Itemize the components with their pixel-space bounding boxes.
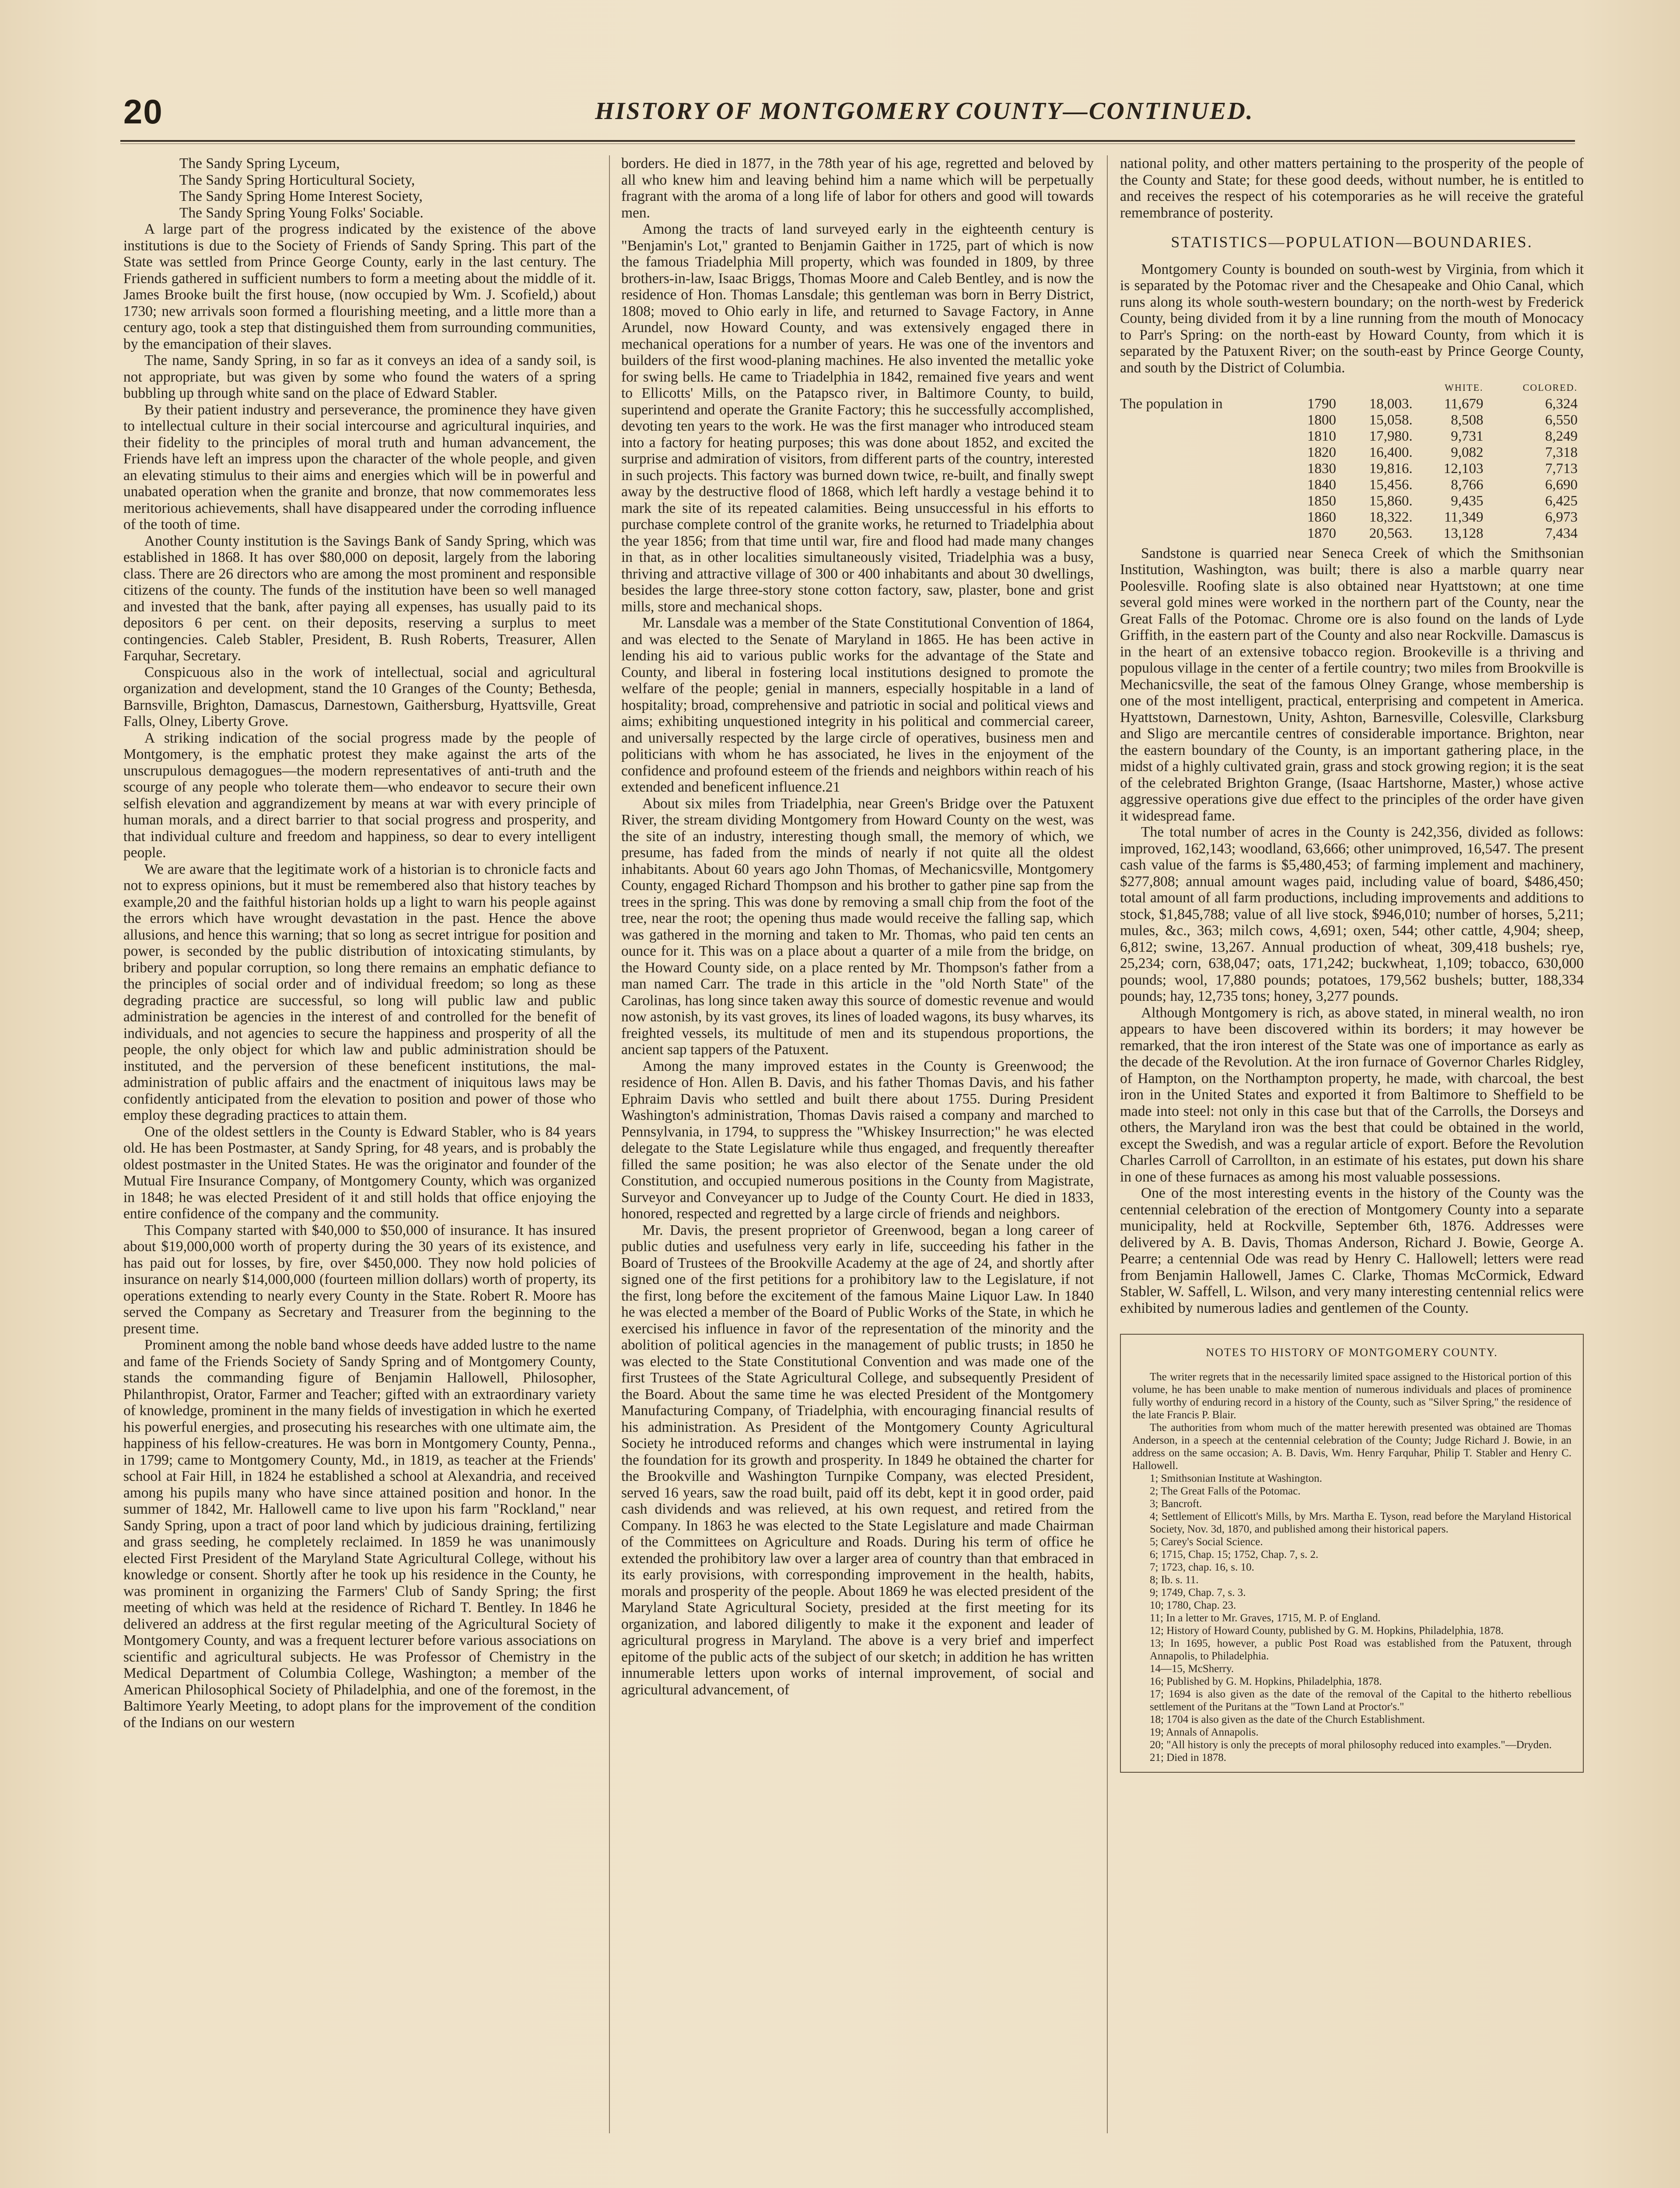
population-colored: 7,713 (1545, 460, 1578, 477)
note-item: 21; Died in 1878. (1150, 1751, 1226, 1764)
population-row (1120, 445, 1584, 461)
population-row (1120, 396, 1584, 412)
population-table (1120, 379, 1584, 542)
paragraph: Although Montgomery is rich, as above stated, in mineral wealth, no iron appears to have been discovered within its borders; it may however be remarked, that the iron interest of the State was one of importance as early as the decade of the Revolution. At the iron furnace of Governor Charles Ridgley, of Hampton, on the Northampton property, he made, with charcoal, the best iron in the United States and exported it from Baltimore to Sheffield to be made into steel: not only in this case but that of the Carrolls, the Dorseys and others, the Maryland iron was the best that could be obtained in the world, except the Swedish, and was a regular article of export. Before the Revolution Charles Carroll of Carrollton, in an estimate of his estates, put down his share in one of these furnaces as among his most valuable possessions. (1120, 1004, 1584, 1185)
population-colored: 7,434 (1545, 525, 1578, 541)
population-label (1120, 493, 1288, 509)
note-item: 2; The Great Falls of the Potomac. (1150, 1485, 1301, 1497)
note-item: 6; 1715, Chap. 15; 1752, Chap. 7, s. 2. (1150, 1548, 1319, 1560)
note-item: 1; Smithsonian Institute at Washington. (1150, 1472, 1323, 1484)
header-rule (120, 140, 1575, 142)
paragraph-continued: borders. He died in 1877, in the 78th year of his age, regretted and beloved by all who knew him and leaving behind him a name which will be perpetually fragrant with the aroma of a long life of labor for others and good will towards men. (621, 155, 1094, 221)
note-item: 10; 1780, Chap. 23. (1150, 1599, 1236, 1611)
population-total: 19,816. (1369, 460, 1413, 477)
paragraph: About six miles from Triadelphia, near Green's Bridge over the Patuxent River, the stream dividing Montgomery from Howard County on the west, was the site of an industry, interesting though small, the memory of which, we presume, has faded from the minds of nearly if not quite all the oldest inhabitants. About 60 years ago John Thomas, of Mechanicsville, Montgomery County, engaged Richard Thompson and his brother to gather pine sap from the trees in the spring. This was done by removing a small chip from the foot of the tree, near the root; the opening thus made would receive the falling sap, which was gathered in the morning and taken to Mr. Thomas, who paid ten cents an ounce for it. This was on a place about a quarter of a mile from the bridge, on the Howard County side, on a place rented by Mr. Thompson's father from a man named Carr. The trade in this article in the "old North State" of the Carolinas, has long since taken away this source of domestic revenue and would now astonish, by its vast groves, its lines of loaded wagons, its busy wharves, its freighted vessels, its multitude of men and its stupendous proportions, the ancient sap tappers of the Patuxent. (621, 795, 1094, 1058)
paragraph: A striking indication of the social progress made by the people of Montgomery, is the emphatic protest they make against the arts of the unscrupulous demagogues—the modern representatives of anti-truth and the scourge of any people who tolerate them—who endeavor to secure their own selfish elevation and aggrandizement by means at war with every principle of human morals, and a direct barrier to that social progress and prosperity, and that individual culture and freedom and happiness, so dear to every intelligent people. (123, 729, 596, 861)
paragraph: By their patient industry and perseverance, the prominence they have given to intellectual culture in their social intercourse and agricultural inquiries, and their fidelity to the principles of moral truth and human advancement, the Friends have left an impress upon the character of the whole people, and given an elevating stimulus to their aims and energies which will be in powerful and unabated operation when the granite and bronze, that now commemorates less meritorious achievements, shall have disappeared under the corroding influence of the tooth of time. (123, 401, 596, 533)
column-2 (621, 155, 1094, 1698)
population-year: 1790 (1307, 396, 1336, 412)
note-item: 13; In 1695, however, a public Post Road was established from the Patuxent, through Annapolis, to Philadelphia. (1150, 1637, 1572, 1662)
note-item: 19; Annals of Annapolis. (1150, 1726, 1259, 1738)
paragraph: One of the most interesting events in the history of the County was the centennial celebration of the erection of Montgomery County into a separate municipality, held at Rockville, September 6th, 1876. Addresses were delivered by A. B. Davis, Thomas Anderson, Richard J. Bowie, George A. Pearre; a centennial Ode was read by Henry C. Hallowell; letters were read from Benjamin Hallowell, James C. Clarke, Thomas McCormick, Edward Stabler, W. Saffell, L. Wilson, and very many interesting centennial relics were exhibited by numerous ladies and gentlemen of the County. (1120, 1185, 1584, 1316)
population-total: 20,563. (1369, 525, 1413, 541)
paragraph: The total number of acres in the County is 242,356, divided as follows: improved, 162,143; woodland, 63,666; other unimproved, 16,547. The present cash value of the farms is $5,480,453; of farming implement and machinery, $277,808; annual amount wages paid, including value of board, $486,450; total amount of all farm productions, including improvements and additions to stock, $1,845,788; value of all live stock, $946,010; number of horses, 5,211; mules, &c., 363; milch cows, 4,691; oxen, 544; other cattle, 4,904; sheep, 6,812; swine, 13,267. Annual production of wheat, 309,418 bushels; rye, 25,234; corn, 638,047; oats, 171,242; buckwheat, 1,109; tobacco, 630,000 pounds; wool, 17,880 pounds; potatoes, 179,562 bushels; butter, 188,334 pounds; hay, 12,735 tons; honey, 3,277 pounds. (1120, 824, 1584, 1004)
population-colored: 6,690 (1545, 477, 1578, 493)
paragraph: Montgomery County is bounded on south-west by Virginia, from which it is separated by the Potomac river and the Chesapeake and Ohio Canal, which runs along its whole south-western boundary; on the north-west by Frederick County, being divided from it by a line running from the mouth of Monocacy to Parr's Spring: on the north-east by Howard County, from which it is separated by the Patuxent River; on the south-east by Prince George County, and south by the District of Columbia. (1120, 261, 1584, 376)
population-label (1120, 412, 1288, 428)
note-item: 16; Published by G. M. Hopkins, Philadelphia, 1878. (1150, 1675, 1382, 1687)
population-colored: 6,425 (1545, 493, 1578, 509)
paragraph: We are aware that the legitimate work of a historian is to chronicle facts and not to express opinions, but it must be remembered also that history teaches by example,20 and the faithful historian holds up a light to warn his people against the errors which have wrought devastation in the past. Hence the above allusions, and hence this warning; that so long as secret intrigue for position and power, is seconded by the public distribution of intoxicating stimulants, by bribery and popular corruption, so long there remains an emphatic defiance to the principles of social order and of individual freedom; so long as these degrading practice are successful, so long will public law and public administration be agencies in the interest of and controlled for the benefit of individuals, and not agencies to secure the happiness and prosperity of all the people, the only object for which law and public administration should be instituted, and the perversion of these beneficent institutions, the mal-administration of public affairs and the enactment of iniquitous laws may be confidently anticipated from the elevation to position and power of those who employ these degrading practices to attain them. (123, 861, 596, 1123)
running-title: HISTORY OF MONTGOMERY COUNTY—CONTINUED. (595, 98, 1254, 125)
paragraph: A large part of the progress indicated by the existence of the above institutions is due to the Society of Friends of Sandy Spring. This part of the State was settled from Prince George County, early in the last century. The Friends gathered in sufficient numbers to form a meeting about the middle of it. James Brooke built the first house, (now occupied by Wm. J. Scofield,) about 1730; new arrivals soon formed a flourishing meeting, and a little more than a century ago, took a step that distinguished them from surrounding communities, by the emancipation of their slaves. (123, 221, 596, 352)
population-total: 18,003. (1369, 396, 1413, 412)
population-row (1120, 477, 1584, 493)
society-line: The Sandy Spring Horticultural Society, (179, 172, 415, 188)
column-divider-2 (1107, 155, 1108, 2133)
note-item: 4; Settlement of Ellicott's Mills, by Mrs. Martha E. Tyson, read before the Maryland Historical Society, Nov. 3d, 1870, and published among their historical papers. (1150, 1510, 1572, 1535)
note-item: 5; Carey's Social Science. (1150, 1536, 1263, 1548)
paragraph: The name, Sandy Spring, in so far as it conveys an idea of a sandy soil, is not appropriate, but was given by some who found the waters of a spring bubbling up through white sand on the place of Edward Stabler. (123, 352, 596, 401)
population-total: 16,400. (1369, 444, 1413, 460)
note-item: 14—15, McSherry. (1150, 1662, 1234, 1675)
population-row (1120, 461, 1584, 477)
column-header-white: WHITE. (1445, 382, 1484, 393)
population-total: 18,322. (1369, 509, 1413, 525)
notes-box (1120, 1334, 1584, 1773)
population-white: 13,128 (1443, 525, 1484, 541)
population-label (1120, 509, 1288, 526)
society-line: The Sandy Spring Lyceum, (179, 155, 340, 172)
population-total: 15,456. (1369, 477, 1413, 493)
population-label (1120, 526, 1288, 542)
population-total: 17,980. (1369, 428, 1413, 444)
note-item: 17; 1694 is also given as the date of the removal of the Capital to the hitherto rebellious settlement of the Puritans at the "Town Land at Proctor's." (1150, 1688, 1572, 1713)
population-white: 8,766 (1451, 477, 1484, 493)
column-3 (1120, 155, 1584, 1773)
population-label (1120, 477, 1288, 493)
population-year: 1860 (1307, 509, 1336, 525)
note-item: 9; 1749, Chap. 7, s. 3. (1150, 1586, 1246, 1599)
population-colored: 6,324 (1545, 396, 1578, 412)
population-year: 1840 (1307, 477, 1336, 493)
society-line: The Sandy Spring Young Folks' Sociable. (179, 204, 424, 221)
population-colored: 8,249 (1545, 428, 1578, 444)
column-divider-1 (609, 155, 610, 2133)
population-row (1120, 526, 1584, 542)
population-row (1120, 428, 1584, 445)
note-item: 7; 1723, chap. 16, s. 10. (1150, 1561, 1254, 1573)
population-label (1120, 428, 1288, 445)
note-item: 12; History of Howard County, published by G. M. Hopkins, Philadelphia, 1878. (1150, 1624, 1504, 1637)
note-item: 20; "All history is only the precepts of moral philosophy reduced into examples."—Dryden. (1150, 1739, 1552, 1751)
population-label: The population in (1120, 396, 1223, 412)
population-year: 1800 (1307, 412, 1336, 428)
paragraph: Prominent among the noble band whose deeds have added lustre to the name and fame of the Friends Society of Sandy Spring and of Montgomery County, stands the commanding figure of Benjamin Hallowell, Philosopher, Philanthropist, Orator, Farmer and Teacher; gifted with an extraordinary variety of knowledge, prominent in the many fields of investigation in which he exerted his powerful energies, and prosecuting his researches with one ultimate aim, the happiness of his fellow-creatures. He was born in Montgomery County, Penna., in 1799; came to Montgomery County, Md., in 1819, as teacher at the Friends' school at Fair Hill, in 1824 he established a school at Alexandria, and received among his pupils many who have since attained position and honor. In the summer of 1842, Mr. Hallowell came to live upon his farm "Rockland," near Sandy Spring, upon a tract of poor land which by judicious draining, fertilizing and grass seeding, he completely reclaimed. In 1859 he was unanimously elected First President of the Maryland State Agricultural College, without his knowledge or consent. Shortly after he took up his residence in the County, he was prominent in organizing the Farmers' Club of Sandy Spring; the first meeting of which was held at the residence of Richard T. Bentley. In 1846 he delivered an address at the first regular meeting of the Agricultural Society of Montgomery County, and was a frequent lecturer before various associations on scientific and agricultural subjects. He was Professor of Chemistry in the Medical Department of Columbia College, Washington; a member of the American Philosophical Society of Philadelphia, and one of the foremost, in the Baltimore Yearly Meeting, to adopt plans for the improvement of the condition of the Indians on our western (123, 1337, 596, 1731)
note-item: 11; In a letter to Mr. Graves, 1715, M. P. of England. (1150, 1612, 1381, 1624)
population-white: 12,103 (1443, 460, 1484, 477)
population-year: 1850 (1307, 493, 1336, 509)
population-colored: 6,973 (1545, 509, 1578, 525)
paragraph: One of the oldest settlers in the County is Edward Stabler, who is 84 years old. He has been Postmaster, at Sandy Spring, for 48 years, and is probably the oldest postmaster in the United States. He was the originator and founder of the Mutual Fire Insurance Company, of Montgomery County, which was organized in 1848; he was elected President of it and still holds that office enjoying the entire confidence of the company and the community. (123, 1123, 596, 1222)
notes-list (1132, 1472, 1572, 1764)
population-label (1120, 445, 1288, 461)
column-header-colored: COLORED. (1522, 382, 1578, 393)
population-rows (1120, 396, 1584, 542)
notes-intro: The writer regrets that in the necessarily limited space assigned to the Historical portion of this volume, he has been unable to make mention of numerous individuals and places of prominence fully worthy of enduring record in a history of the County, such as "Silver Spring," the residence of the late Francis P. Blair. (1132, 1371, 1572, 1421)
population-row (1120, 509, 1584, 526)
population-year: 1830 (1307, 460, 1336, 477)
population-white: 9,435 (1451, 493, 1484, 509)
paragraph: Conspicuous also in the work of intellectual, social and agricultural organization and development, stand the 10 Granges of the County; Bethesda, Barnsville, Brighton, Damascus, Darnestown, Gaithersburg, Hyattsville, Great Falls, Olney, Liberty Grove. (123, 664, 596, 729)
population-total: 15,058. (1369, 412, 1413, 428)
paragraph: Among the tracts of land surveyed early in the eighteenth century is "Benjamin's Lot," granted to Benjamin Gaither in 1725, part of which is now the famous Triadelphia Mill property, which was founded in 1809, by three brothers-in-law, Isaac Briggs, Thomas Moore and Caleb Bentley, and is now the residence of Hon. Thomas Lansdale; this gentleman was born in Berry District, 1808; moved to Ohio early in life, and returned to Savage Factory, in Anne Arundel, now Howard County, and was extensively engaged there in mechanical operations for a number of years. He was one of the inventors and builders of the first wood-planing machines. He also invented the metallic yoke for swing bells. He came to Triadelphia in 1842, remained five years and went to Ellicotts' Mills, on the Patapsco river, in Baltimore County, to build, superintend and operate the Granite Factory; this he successfully accomplished, devoting ten years to the work. He was the first manager who introduced steam into a factory for heating purposes; this was done about 1852, and excited the surprise and admiration of visitors, from different parts of the country, interested in such projects. This factory was burned down twice, re-built, and finally swept away by the destructive flood of 1868, which left hardly a vestage behind it to mark the site of its repeated calamities. Being unsuccessful in his efforts to purchase complete control of the granite works, he returned to Triadelphia about the year 1856; from that time until war, fire and flood had made many changes in that, as in other localities simultaneously visited, Triadelphia was a busy, thriving and attractive village of 300 or 400 inhabitants and about 30 dwellings, besides the large three-story stone cotton factory, saw, plaster, bone and grist mills, store and mechanical shops. (621, 221, 1094, 615)
section-heading: STATISTICS—POPULATION—BOUNDARIES. (1171, 233, 1533, 251)
page-number: 20 (123, 92, 163, 131)
population-white: 8,508 (1451, 412, 1484, 428)
column-1 (123, 155, 596, 1731)
population-white: 9,731 (1451, 428, 1484, 444)
population-white: 9,082 (1451, 444, 1484, 460)
population-year: 1820 (1307, 444, 1336, 460)
paragraph: Among the many improved estates in the County is Greenwood; the residence of Hon. Allen B. Davis, and his father Thomas Davis, and his father Ephraim Davis who settled and built there about 1755. During President Washington's administration, Thomas Davis raised a company and marched to Pennsylvania, in 1794, to suppress the "Whiskey Insurrection;" he was elected delegate to the State Legislature while thus engaged, and frequently thereafter filled the same position; he was also elector of the Senate under the old Constitution, and occupied numerous positions in the County from Magistrate, Surveyor and Conveyancer up to Judge of the County Court. He died in 1833, honored, respected and regretted by a large circle of friends and neighbors. (621, 1058, 1094, 1222)
paragraph-continued: national polity, and other matters pertaining to the prosperity of the people of the County and State; for these good deeds, without number, he is entitled to and receives the respect of his cotemporaries as he will receive the grateful remembrance of posterity. (1120, 155, 1584, 221)
population-year: 1810 (1307, 428, 1336, 444)
population-total: 15,860. (1369, 493, 1413, 509)
notes-intro: The authorities from whom much of the matter herewith presented was obtained are Thomas Anderson, in a speech at the centennial celebration of the County; Judge Richard J. Bowie, in an address on the same occasion; A. B. Davis, Wm. Henry Farquhar, Philip T. Stabler and Henry C. Hallowell. (1132, 1421, 1572, 1472)
paragraph: Sandstone is quarried near Seneca Creek of which the Smithsonian Institution, Washington, was built; there is also a marble quarry near Poolesville. Roofing slate is also obtained near Hyattstown; at one time several gold mines were worked in the northern part of the County, near the Great Falls of the Potomac. Chrome ore is also found on the lands of Lyde Griffith, in the eastern part of the County and also near Rockville. Damascus is in the heart of an extensive tobacco region. Brookeville is a thriving and populous village in the center of a fertile country; two miles from Brookville is Mechanicsville, the seat of the famous Olney Grange, whose membership is one of the most intelligent, practical, enterprising and competent in America. Hyattstown, Darnestown, Unity, Ashton, Barnesville, Colesville, Clarksburg and Sligo are mercantile centres of considerable importance. Brighton, near the eastern boundary of the County, is an important gathering place, in the midst of a highly cultivated grain, grass and stock growing region; it is the seat of the celebrated Brighton Grange, (Isaac Hartshorne, Master,) whose active aggressive operations give due effect to the principles of the order have given it widespread fame. (1120, 545, 1584, 824)
note-item: 8; Ib. s. 11. (1150, 1574, 1199, 1586)
population-year: 1870 (1307, 525, 1336, 541)
paragraph: Mr. Lansdale was a member of the State Constitutional Convention of 1864, and was elected to the Senate of Maryland in 1865. He has been active in lending his aid to various public works for the advantage of the State and County, and liberal in fostering local institutions designed to promote the welfare of the people; genial in manners, especially hospitable in a land of hospitality; broad, comprehensive and patriotic in social and political views and aims; exhibiting unquestioned integrity in his political and commercial career, and universally respected by the large circle of operatives, business men and politicians with whom he has associated, he lives in the enjoyment of the confidence and profound esteem of the friends and neighbors within reach of his extended and beneficent influence.21 (621, 615, 1094, 795)
paragraph: Mr. Davis, the present proprietor of Greenwood, began a long career of public duties and usefulness very early in life, succeeding his father in the Board of Trustees of the Brookville Academy at the age of 24, and shortly after signed one of the first petitions for a prohibitory law to the Legislature, if not the first, long before the excitement of the famous Maine Liquor Law. In 1840 he was elected a member of the Board of Public Works of the State, in which he exercised his influence in favor of the representation of the minority and the abolition of political agencies in the management of public trusts; in 1850 he was elected to the State Constitutional Convention and was made one of the first Trustees of the State Agricultural College, and subsequently President of the Board. About the same time he was elected President of the Montgomery Manufacturing Company, of Triadelphia, with encouraging financial results of his administration. As President of the Montgomery County Agricultural Society he introduced reforms and changes which were instrumental in laying the foundation for its growth and prosperity. In 1849 he obtained the charter for the Brookville and Washington Turnpike Company, was elected President, served 16 years, saw the road built, paid off its debt, kept it in good order, paid cash dividends and was relieved, at his own request, and retired from the Company. In 1863 he was elected to the State Legislature and made Chairman of the Committees on Agriculture and Roads. During his term of office he extended the prohibitory law over a larger area of country than that embraced in its early provisions, with corresponding improvement in the health, habits, morals and prosperity of the people. About 1869 he was elected president of the Maryland State Agricultural Society, presided at the first meeting for its organization, and labored diligently to make it the exponent and leader of agricultural progress in Maryland. The above is a very brief and imperfect epitome of the public acts of the subject of our sketch; in addition he has written innumerable letters upon works of internal improvement, of social and agricultural advancement, of (621, 1222, 1094, 1698)
population-colored: 7,318 (1545, 444, 1578, 460)
population-white: 11,349 (1444, 509, 1484, 525)
population-row (1120, 493, 1584, 509)
paragraph: Another County institution is the Savings Bank of Sandy Spring, which was established in 1868. It has over $80,000 on deposit, largely from the laboring class. There are 26 directors who are among the most prominent and responsible citizens of the county. The funds of the institution have been so well managed and invested that the bank, after paying all expenses, has usually paid to its depositors 6 per cent. on their deposits, reserving a surplus to meet contingencies. Caleb Stabler, President, B. Rush Roberts, Treasurer, Allen Farquhar, Secretary. (123, 533, 596, 664)
population-row (1120, 412, 1584, 428)
population-white: 11,679 (1444, 396, 1484, 412)
paragraph: This Company started with $40,000 to $50,000 of insurance. It has insured about $19,000,000 worth of property during the 30 years of its existence, and has paid out for losses, by fire, over $450,000. They now hold policies of insurance on nearly $14,000,000 (fourteen million dollars) worth of property, its operations extending to nearly every County in the State. Robert R. Moore has served the Company as Secretary and Treasurer from the beginning to the present time. (123, 1222, 596, 1337)
notes-title: NOTES TO HISTORY OF MONTGOMERY COUNTY. (1206, 1346, 1498, 1359)
population-label (1120, 461, 1288, 477)
note-item: 18; 1704 is also given as the date of the Church Establishment. (1150, 1713, 1425, 1725)
population-colored: 6,550 (1545, 412, 1578, 428)
note-item: 3; Bancroft. (1150, 1497, 1202, 1510)
society-line: The Sandy Spring Home Interest Society, (179, 188, 423, 204)
